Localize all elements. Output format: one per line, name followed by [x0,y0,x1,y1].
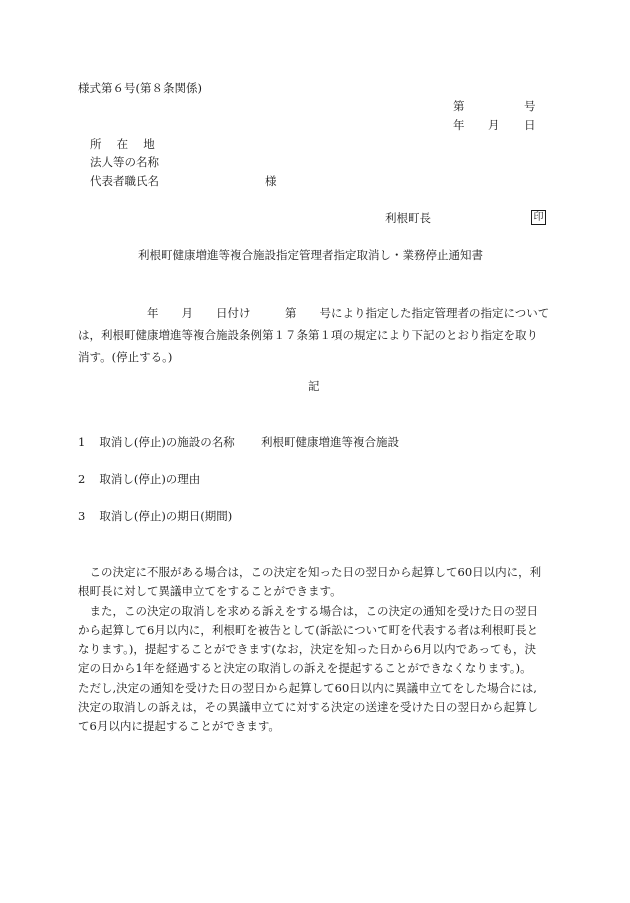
date-year: 年 [453,118,465,132]
item-1 [78,436,235,450]
notice-line: この決定に不服がある場合は，この決定を知った日の翌日から起算して60日以内に，利 [78,565,542,579]
seal-box [531,210,546,225]
item-number: 2 [78,472,86,486]
notice-line: から起算して6月以内に，利根町を被告として(訴訟について町を代表する者は利根町長と [78,622,539,637]
date-day: 日 [524,118,536,132]
body-line: 消す。(停止する。) [78,350,173,364]
notice-line: ただし,決定の通知を受けた日の翌日から起算して60日以内に異議申立てをした場合には, [78,680,537,695]
item-number: 1 [78,435,86,449]
date-month: 月 [488,118,500,132]
seal-icon: 印 [531,210,546,225]
notice-line: 定の日から1年を経過すると決定の取消しの訴えを提起することができなくなります。)。 [78,661,532,676]
form-label: 様式第６号(第８条関係) [78,81,202,95]
body-paragraph [78,302,548,368]
item-label: 取消し(停止)の施設の名称 [99,435,235,449]
body-line: 年 月 日付け 第 号により指定した指定管理者の指定について [78,306,550,320]
item-2 [78,473,200,487]
recipient-rep-label: 代表者職氏名 [90,174,159,188]
doc-number-dai: 第 [453,99,465,113]
body-line: は，利根町健康増進等複合施設条例第１７条第１項の規定により下記のとおり指定を取り [78,328,538,342]
item-1-value: 利根町健康増進等複合施設 [261,435,399,449]
issuer-title: 利根町長 [385,211,431,225]
item-number: 3 [78,509,86,523]
notice-line: 決定の取消しの訴えは，その異議申立てに対する決定の送達を受けた日の翌日から起算し [78,700,538,715]
item-label: 取消し(停止)の期日(期間) [99,509,233,523]
notice-line: また，この決定の取消しを求める訴えをする場合は，この決定の通知を受けた日の翌日 [78,603,538,618]
item-3 [78,510,232,524]
notice-line: て6月以内に提起することができます。 [78,719,280,734]
ki-heading: 記 [308,379,320,393]
recipient-honorific: 様 [265,174,277,188]
notice-line: 根町長に対して異議申立てをすることができます。 [78,584,342,599]
recipient-name-label: 法人等の名称 [90,155,159,169]
recipient-address-label: 所 在 地 [90,137,155,151]
item-label: 取消し(停止)の理由 [99,472,201,486]
doc-number-go: 号 [524,99,536,113]
doc-title: 利根町健康増進等複合施設指定管理者指定取消し・業務停止通知書 [138,248,483,262]
notice-paragraph [78,563,548,737]
notice-line: なります。)，提起することができます(なお，決定を知った日から6月以内であっても，決 [78,642,537,657]
